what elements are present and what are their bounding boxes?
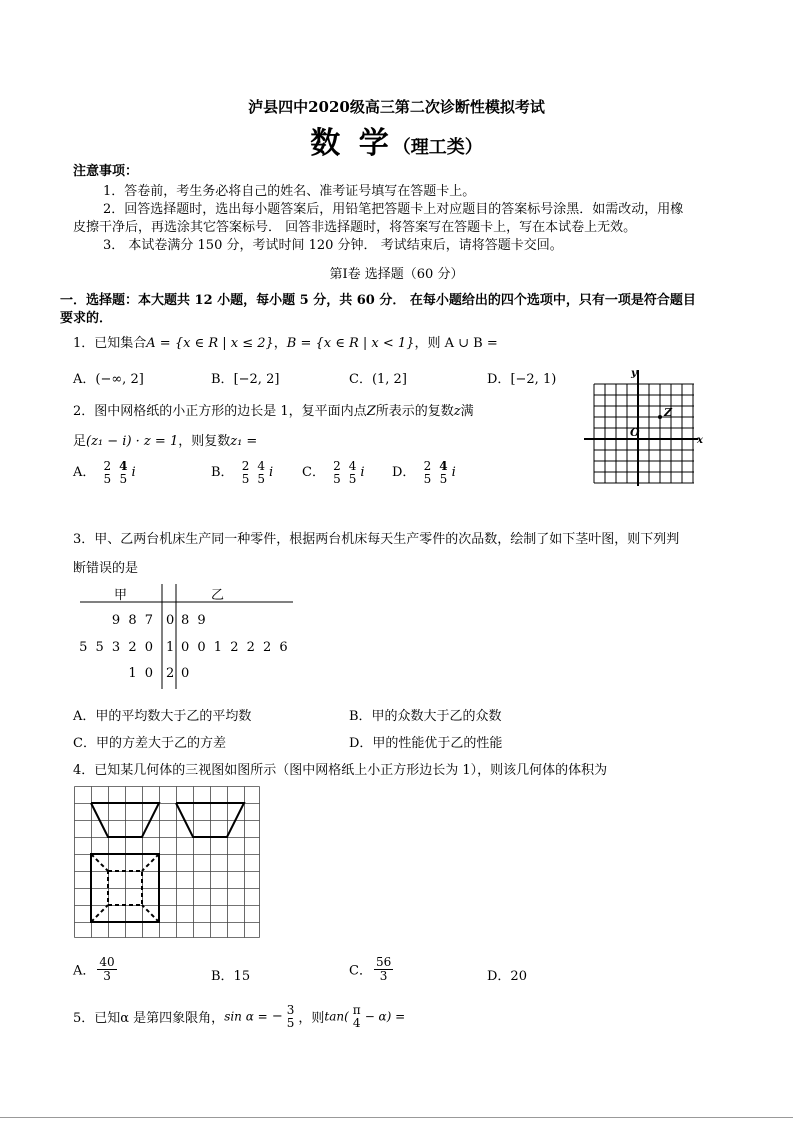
- q5-stem: 5．已知α 是第四象限角，sin α = − 3 5 ，则tan( π 4 − α) =: [73, 1003, 406, 1030]
- set-a: A = {x ∈ R | x ≤ 2}: [146, 336, 274, 351]
- stem-leaf-left-header: 甲: [114, 588, 128, 603]
- exam-title: 泸县四中2020级高三第二次诊断性模拟考试: [248, 98, 545, 116]
- stem-row-1: 1: [166, 640, 175, 655]
- q3-option-b[interactable]: B．甲的众数大于乙的众数: [349, 709, 502, 724]
- note-3: 3． 本试卷满分 150 分，考试时间 120 分钟． 考试结束后，请将答题卡交回。: [103, 238, 563, 253]
- q3-stem-b: 断错误的是: [73, 561, 139, 576]
- origin-label: O: [630, 426, 640, 439]
- side-view: [176, 803, 244, 837]
- note-2a: 2．回答选择题时，选出每小题答案后，用铅笔把答题卡上对应题目的答案标号涂黑．如需改动，用橡: [103, 202, 684, 217]
- point-z: [658, 415, 662, 419]
- q4-stem: 4．已知某几何体的三视图如图所示（图中网格纸上小正方形边长为 1），则该几何体的体积为: [73, 763, 608, 778]
- part1-title: 第Ⅰ卷 选择题（60 分）: [329, 267, 464, 282]
- set-b: B = {x ∈ R | x < 1}: [286, 336, 415, 351]
- top-view-hidden-lines: [91, 854, 159, 922]
- q1-option-c[interactable]: C．(1, 2]: [349, 372, 407, 387]
- q4-option-b[interactable]: B．15: [211, 969, 251, 984]
- leaf-left-row-0: 9 8 7: [111, 613, 155, 628]
- q2-option-c[interactable]: C． 2 5 4 5 i: [302, 459, 365, 486]
- leaf-right-row-0: 8 9: [181, 613, 208, 628]
- q3-stem-a: 3．甲、乙两台机床生产同一种零件，根据两台机床每天生产零件的次品数，绘制了如下茎叶图，则下列判: [73, 532, 680, 547]
- leaf-left-row-2: 1 0: [128, 666, 155, 681]
- stem-row-2: 2: [166, 666, 175, 681]
- x-axis-label: x: [697, 435, 703, 446]
- front-view: [91, 803, 159, 837]
- leaf-right-row-2: 0: [181, 666, 192, 681]
- q3-option-a[interactable]: A．甲的平均数大于乙的平均数: [73, 709, 252, 724]
- q2-stem-a: 2．图中网格纸的小正方形的边长是 1，复平面内点Z所表示的复数z满: [73, 404, 474, 419]
- section-desc-b: 要求的．: [60, 311, 113, 326]
- note-2b: 皮擦干净后，再选涂其它答案标号． 回答非选择题时，将答案写在答题卡上，写在本试卷上无效。: [73, 220, 637, 235]
- q1-stem: 1．已知集合A = {x ∈ R | x ≤ 2}，B = {x ∈ R | x < 1}，则 A ∪ B =: [73, 336, 498, 351]
- q2-option-b[interactable]: B． 2 5 4 5 i: [211, 459, 274, 486]
- stem-leaf-plot: [80, 584, 295, 689]
- q2-stem-b: 足(z₁ − i) · z = 1，则复数z₁ =: [73, 434, 258, 449]
- page-bottom-rule: [0, 1117, 793, 1118]
- q2-option-d[interactable]: D． 2 5 4 5 i: [392, 459, 456, 486]
- q4-option-a[interactable]: A． $\frac{40}{3}$: [73, 955, 115, 983]
- subject-title: 数 学: [310, 126, 393, 161]
- leaf-right-row-1: 0 0 1 2 2 2 6: [181, 640, 290, 655]
- q1-option-b[interactable]: B．[−2, 2]: [211, 372, 280, 387]
- subject-heading: [0, 118, 793, 162]
- stem-leaf-right-header: 乙: [211, 588, 225, 603]
- q1-option-a[interactable]: A．(−∞, 2]: [73, 372, 144, 387]
- q1-option-d[interactable]: D．[−2, 1): [487, 372, 557, 387]
- stem-row-0: 0: [166, 613, 175, 628]
- complex-plane-grid: [580, 366, 705, 490]
- q3-option-c[interactable]: C．甲的方差大于乙的方差: [73, 736, 226, 751]
- leaf-left-row-1: 5 5 3 2 0: [79, 640, 155, 655]
- z-label: Z: [664, 406, 673, 419]
- three-view-grid: [74, 786, 261, 939]
- q3-option-d[interactable]: D．甲的性能优于乙的性能: [349, 736, 503, 751]
- note-1: 1．答卷前，考生务必将自己的姓名、准考证号填写在答题卡上。: [103, 184, 476, 199]
- subject-subtitle: （理工类）: [392, 137, 483, 158]
- q2-option-a[interactable]: A． 2 5 4 5 i: [73, 459, 136, 486]
- y-axis-label: y: [631, 368, 637, 379]
- q4-option-c[interactable]: C． $\frac{56}{3}$: [349, 955, 392, 983]
- q4-option-d[interactable]: D．20: [487, 969, 527, 984]
- section-desc-a: 一．选择题：本大题共 12 小题，每小题 5 分，共 60 分． 在每小题给出的四个选项中，只有一项是符合题目: [60, 293, 696, 308]
- notes-heading: 注意事项：: [73, 164, 139, 179]
